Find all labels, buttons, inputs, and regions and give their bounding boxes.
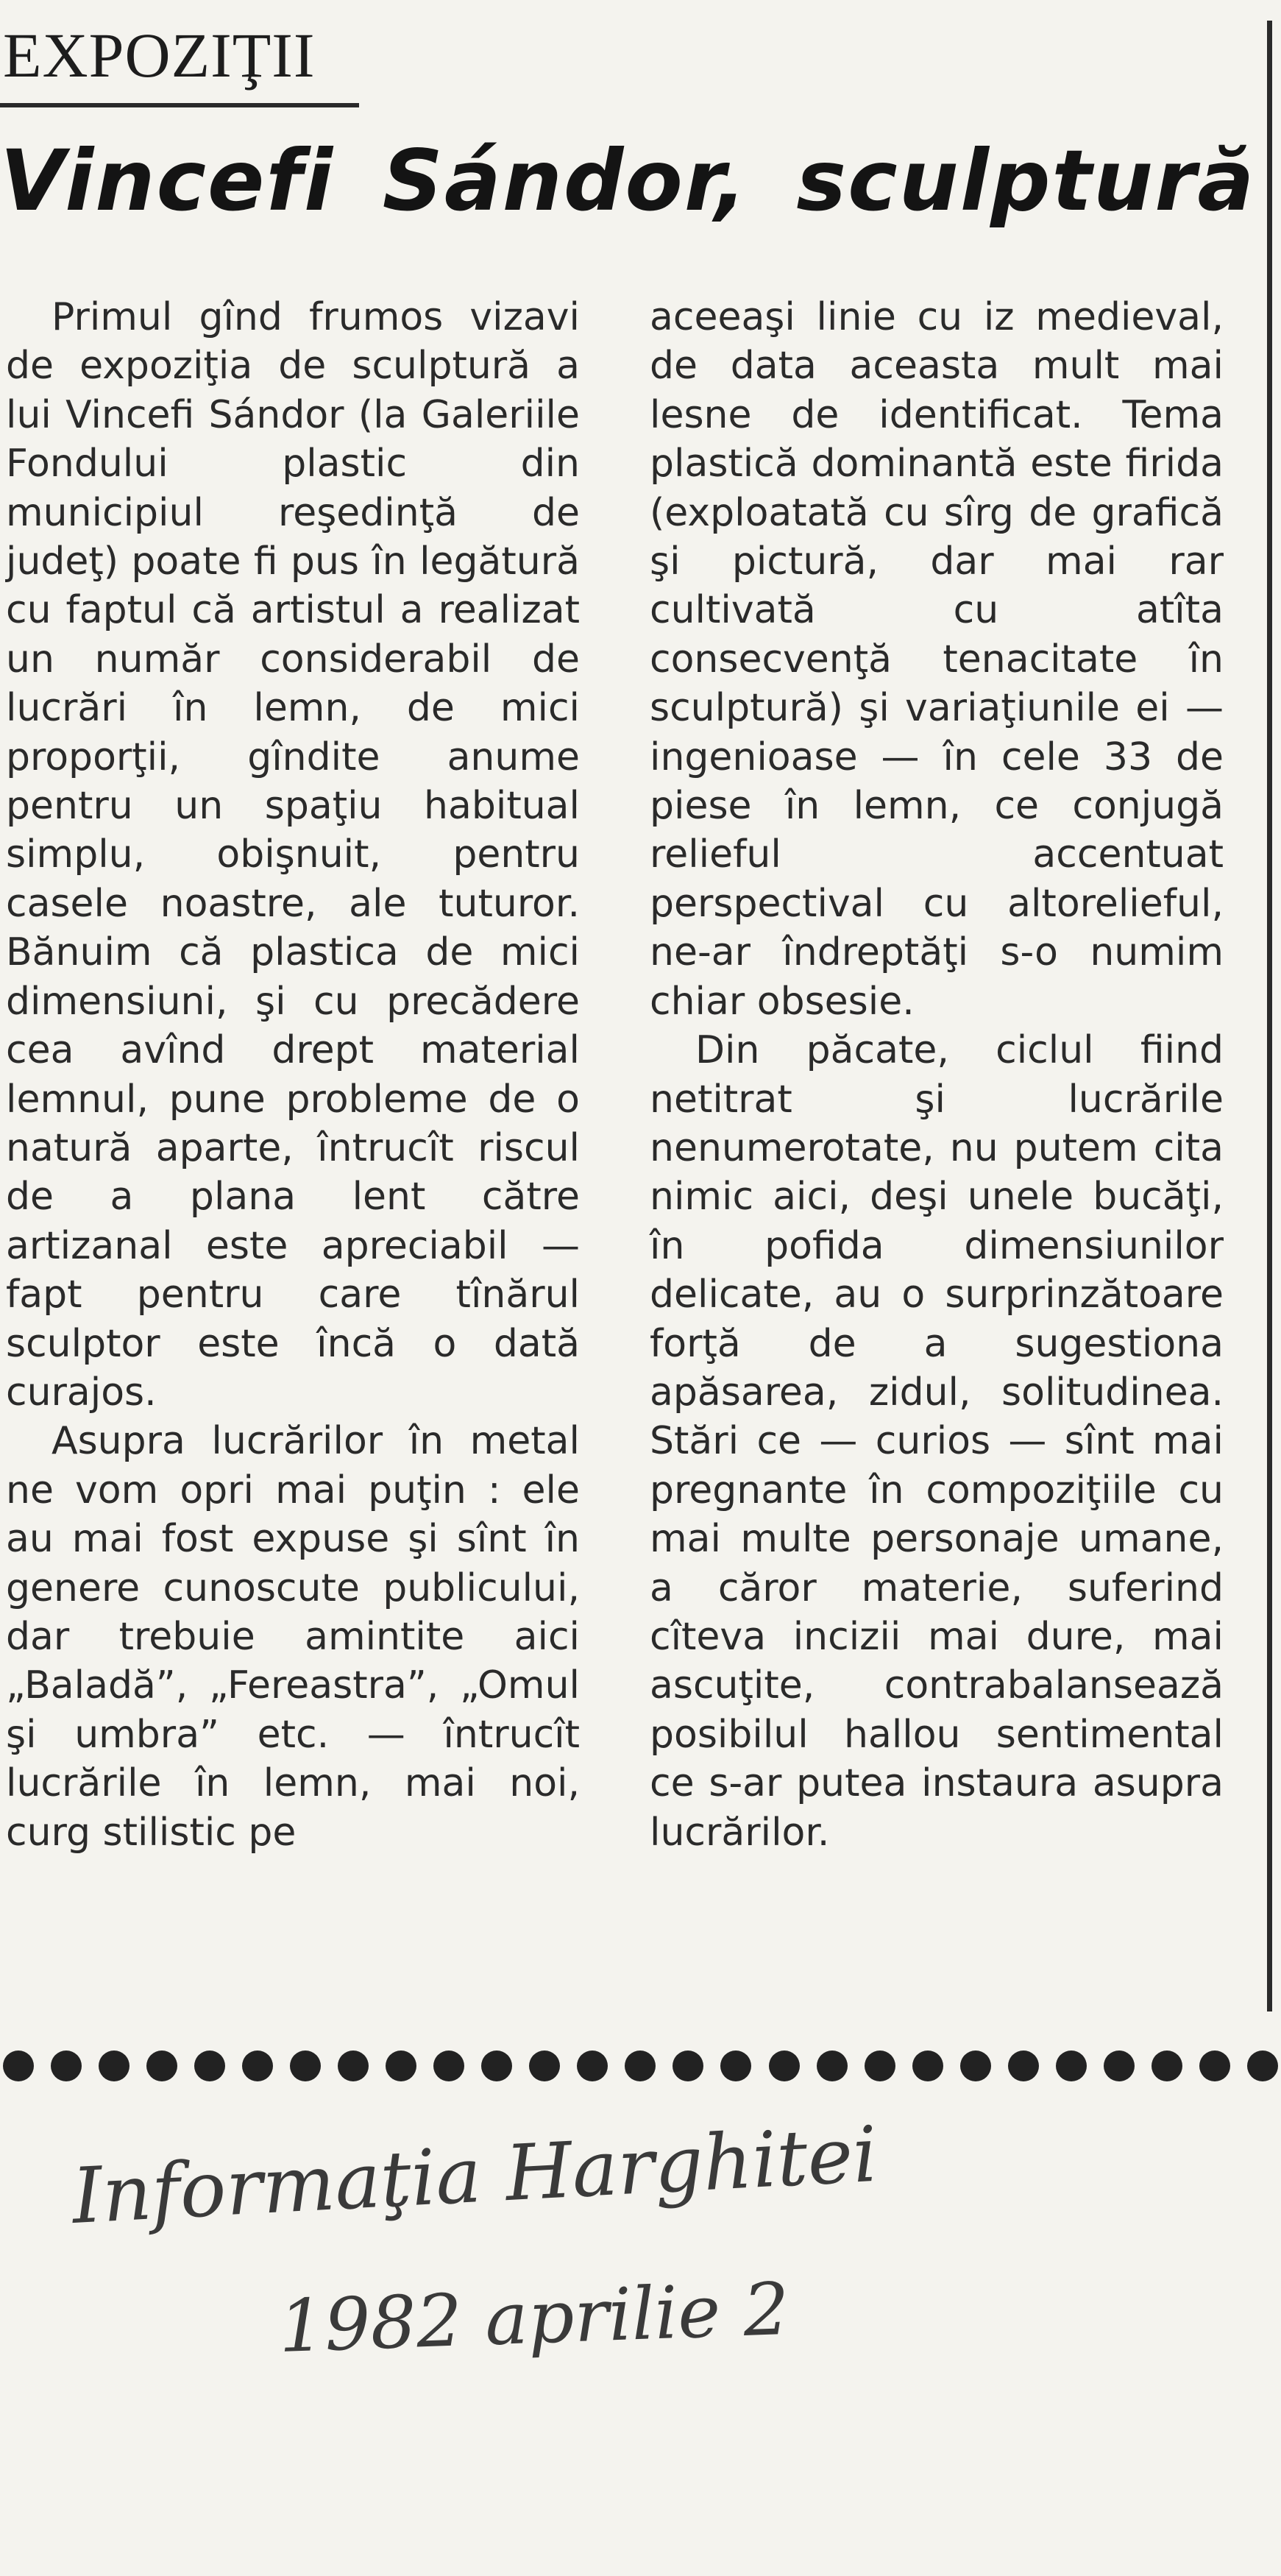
separator-dot [817,2050,848,2081]
article-column-left [6,293,580,1857]
handwritten-source: Informaţia Harghitei [69,2109,880,2241]
separator-dot [673,2050,703,2081]
separator-dot [51,2050,82,2081]
column-border [1267,21,1272,2011]
separator-dot [625,2050,656,2081]
separator-dot [290,2050,321,2081]
separator-dot [1199,2050,1230,2081]
handwritten-note-svg [0,2098,1281,2407]
article-paragraph: Primul gînd frumos vizavi de expoziţia de sculptură a lui Vincefi Sándor (la Galeriile Fondului plastic din municipiul reşedinţă de judeţ) poate fi pus în legătură cu faptul că artistul a realizat un număr considerabil de lucrări în lemn, de mici proporţii, gîndite anume pentru un spaţiu habitual simplu, obişnuit, pentru casele noastre, ale tuturor. Bănuim că plastica de mici dimensiuni, şi cu precădere cea avînd drept material lemnul, pune probleme de o natură aparte, întrucît riscul de a plana lent către artizanal este apreciabil — fapt pentru care tînărul sculptor este încă o dată curajos. [6,295,580,1415]
handwritten-note [0,2098,1281,2407]
separator-dot [529,2050,560,2081]
handwritten-date: 1982 aprilie 2 [277,2267,791,2369]
separator-dot [3,2050,34,2081]
separator-dot [769,2050,800,2081]
separator-dot [1152,2050,1182,2081]
separator-dot [242,2050,273,2081]
article-paragraph: Asupra lucrărilor în metal ne vom opri mai puţin : ele au mai fost expuse şi sînt în genere cunoscute publicului, dar trebuie amintite aici „Baladă”, „Fereastra”, „Omul şi umbra” etc. — întrucît lucrările în lemn, mai noi, curg stilistic pe [6,1419,580,1855]
separator-dot [960,2050,991,2081]
separator-dot [433,2050,464,2081]
separator-dot [481,2050,512,2081]
article-paragraph: aceeaşi linie cu iz medieval, de data aceasta mult mai lesne de identificat. Tema plastică dominantă este firida (exploatată cu sîrg de grafică şi pictură, dar mai rar cultivată cu atîta consecvenţă tenacitate în sculptură) şi variaţiunile ei — ingenioase — în cele 33 de piese în lemn, ce conjugă relieful accentuat perspectival cu altorelieful, ne-ar îndreptăţi s-o numim chiar obsesie. [650,295,1224,1024]
separator-dot [386,2050,416,2081]
separator-dot [865,2050,895,2081]
section-label: EXPOZIŢII [3,20,316,91]
section-underline [0,103,359,107]
separator-dot [1008,2050,1039,2081]
separator-dot [338,2050,369,2081]
separator-dot [1104,2050,1135,2081]
article-column-right [650,293,1224,1857]
separator-dot [912,2050,943,2081]
separator-dot [1247,2050,1278,2081]
separator-dot [577,2050,608,2081]
article-headline: Vincefi Sándor, sculptură [0,132,1256,230]
dotted-separator [0,2046,1281,2087]
separator-dot [720,2050,751,2081]
separator-dot [194,2050,225,2081]
article-paragraph: Din păcate, ciclul fiind netitrat şi lucrările nenumerotate, nu putem cita nimic aici, deşi unele bucăţi, în pofida dimensiunilor delicate, au o surprinzătoare forţă de a sugestiona apăsarea, zidul, solitudinea. Stări ce — curios — sînt mai pregnante în compoziţiile cu mai multe personaje umane, a căror materie, suferind cîteva incizii mai dure, mai ascuţite, contrabalansează posibilul hallou sentimental ce s-ar putea instaura asupra lucrărilor. [650,1028,1224,1855]
separator-dot [146,2050,177,2081]
separator-dot [99,2050,129,2081]
separator-dot [1056,2050,1087,2081]
